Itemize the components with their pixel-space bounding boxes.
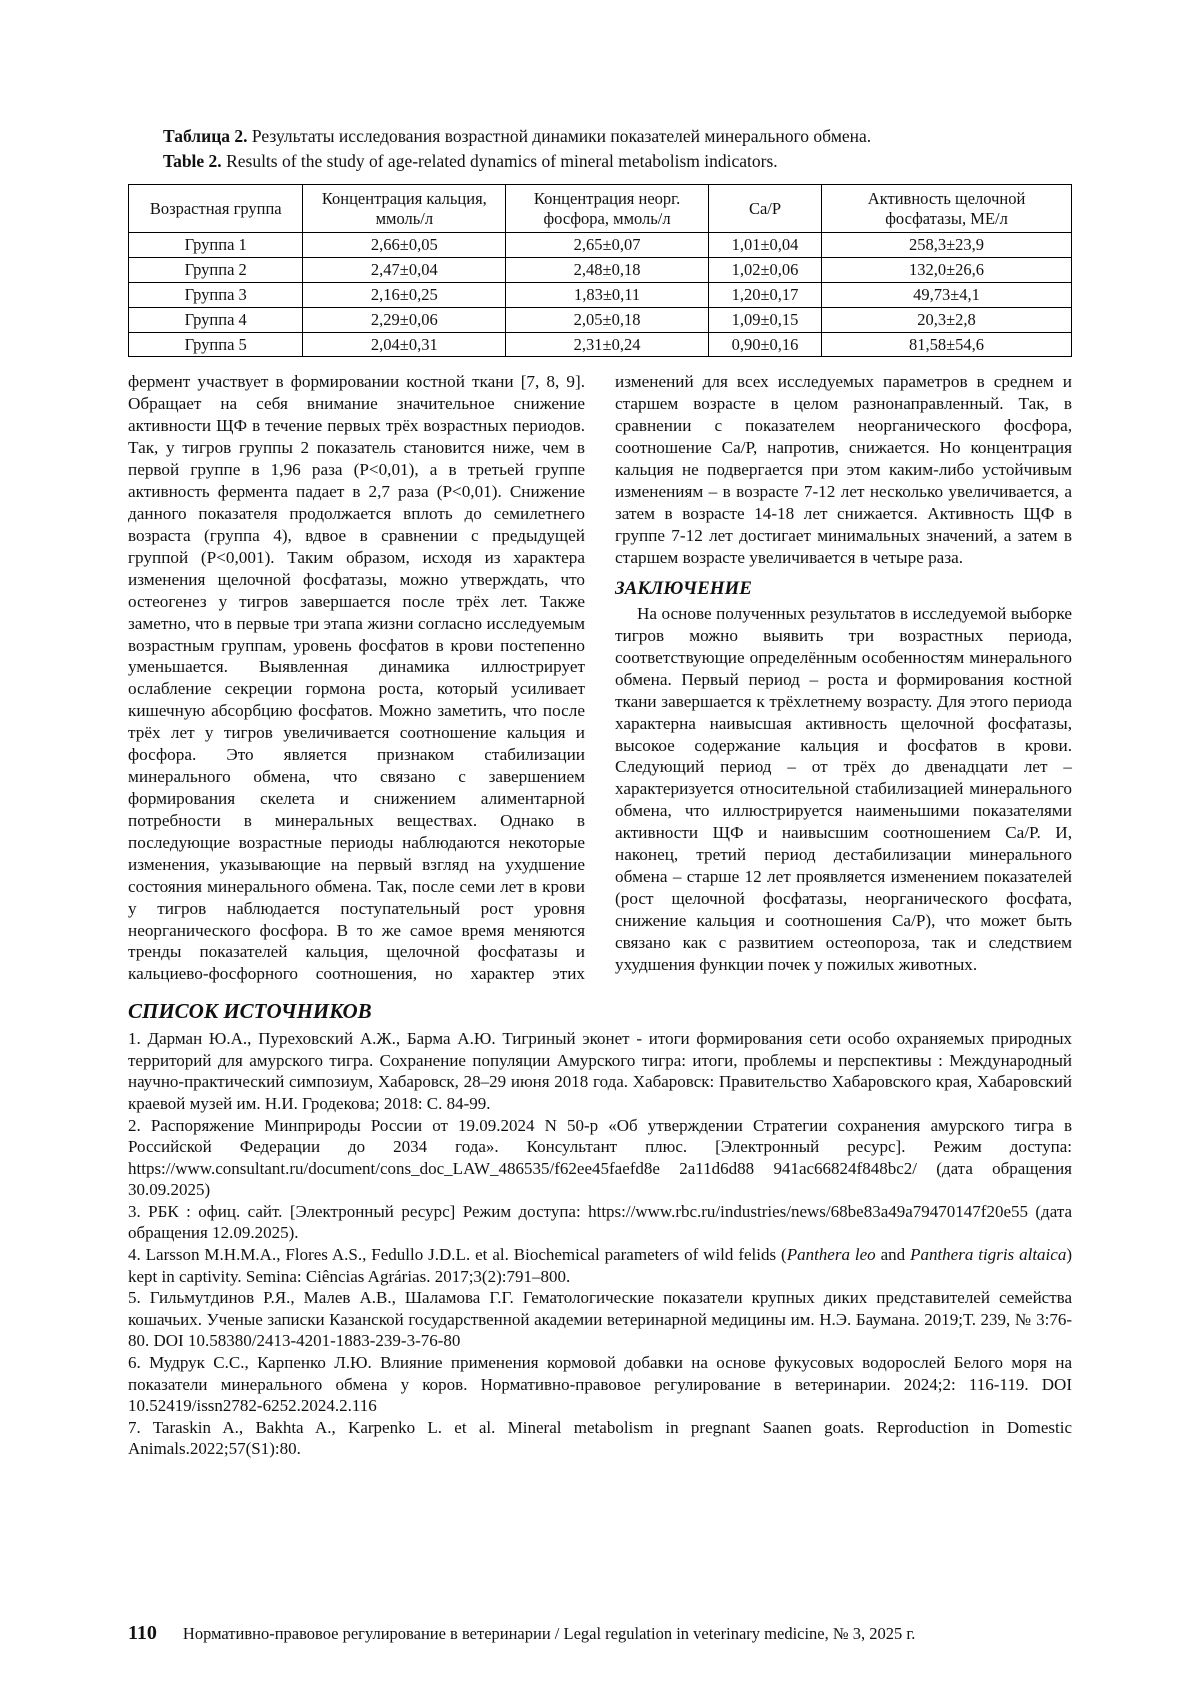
table-caption-en [163, 150, 1072, 173]
table-cell: 2,16±0,25 [303, 283, 506, 308]
table-row [129, 332, 1072, 357]
reference-species-name: Panthera leo [786, 1245, 876, 1265]
table-header-cell: Возрастная группа [129, 184, 303, 233]
table-cell: 2,66±0,05 [303, 233, 506, 258]
table-cell: 2,48±0,18 [506, 258, 709, 283]
table-cell: 1,02±0,06 [708, 258, 821, 283]
table-header-cell: Активность щелочной фосфатазы, МЕ/л [822, 184, 1072, 233]
references-list [128, 1028, 1072, 1460]
table-cell: 2,04±0,31 [303, 332, 506, 357]
table-row [129, 307, 1072, 332]
table-row [129, 233, 1072, 258]
table-cell: 2,65±0,07 [506, 233, 709, 258]
reference-item: 3. РБК : офиц. сайт. [Электронный ресурс] Режим доступа: https://www.rbc.ru/industries/news/68be83a49a79470147f20e55 (дата обращения 12.09.2025). [128, 1201, 1072, 1243]
table-header-cell: Ca/P [708, 184, 821, 233]
table-cell: 1,01±0,04 [708, 233, 821, 258]
table-cell: 20,3±2,8 [822, 307, 1072, 332]
references-heading: СПИСОК ИСТОЧНИКОВ [128, 999, 372, 1024]
reference-item: 6. Мудрук С.С., Карпенко Л.Ю. Влияние применения кормовой добавки на основе фукусовых водорослей Белого моря на показатели минерального обмена у коров. Нормативно-правовое регулирование в ветеринарии. 2024;2: 116-119. DOI 10.52419/issn2782-6252.2024.2.116 [128, 1352, 1072, 1416]
table-caption-ru [163, 125, 1072, 148]
table-cell: Группа 5 [129, 332, 303, 357]
reference-text: ) kept in captivity. Semina: Ciências Agrárias. 2017;3(2):791–800. [128, 1245, 1072, 1286]
table-cell: 81,58±54,6 [822, 332, 1072, 357]
reference-text: and [875, 1245, 911, 1265]
page-footer [128, 1622, 1072, 1645]
table-header-cell: Концентрация неорг. фосфора, ммоль/л [506, 184, 709, 233]
body-columns [128, 371, 1072, 985]
reference-item: 2. Распоряжение Минприроды России от 19.09.2024 N 50-р «Об утверждении Стратегии сохранения амурского тигра в Российской Федерации до 2034 года». Консультант плюс. [Электронный ресурс]. Режим доступа: https://www.consultant.ru/document/cons_doc_LAW_486535/f62ee45faefd8e 2a11d6d88 941ac66824f848bc2/ (дата обращения 30.09.2025) [128, 1115, 1072, 1200]
table-header-cell: Концентрация кальция, ммоль/л [303, 184, 506, 233]
reference-item: 7. Taraskin A., Bakhta A., Karpenko L. et al. Mineral metabolism in pregnant Saanen goats. Reproduction in Domestic Animals.2022;57(S1):80. [128, 1417, 1072, 1459]
table-header-row [129, 184, 1072, 233]
reference-text: 4. Larsson M.H.M.A., Flores A.S., Fedullo J.D.L. et al. Biochemical parameters of wild felids ( [128, 1245, 787, 1265]
table-cell: Группа 2 [129, 258, 303, 283]
table-cell: 1,20±0,17 [708, 283, 821, 308]
footer-journal-title: Нормативно-правовое регулирование в ветеринарии / Legal regulation in veterinary medicine, № 3, 2025 г. [182, 1624, 916, 1643]
page-number: 110 [128, 1622, 157, 1644]
table-caption-ru-label: Таблица 2. [163, 126, 248, 146]
table-cell: 49,73±4,1 [822, 283, 1072, 308]
body-paragraph: фермент участвует в формировании костной ткани [7, 8, 9]. Обращает на себя внимание значительное снижение активности ЩФ в течение первых трёх возрастных периодов. Так, у тигров группы 2 показатель становится ниже, чем в первой группе в 1,96 раза (Р<0,01), а в третьей группе активность фермента падает в 2,7 раза (Р<0,01). Снижение данного показателя продолжается вплоть до семилетнего возраста (группа 4), вдвое в сравнении с предыдущей группой (Р<0,001). Таким образом, исходя из характера изменения щелочной фосфатазы, можно утверждать, что остеогенез у тигров завершается после трёх лет. Также заметно, что в первые три этапа жизни согласно исследуемым возрастным группам, уровень фосфатов в крови постепенно уменьшается. Выявленная динамика иллюстрирует ослабление секреции гормона роста, который усиливает кишечную абсорбцию фосфатов. Можно заметить, что после трёх лет у тигров увеличивается соотношение кальция и фосфора. Это является признаком стабилизации минерального обмена, что связано с завершением формирования скелета и снижением алиментарной потребности в минеральных веществах. Однако в последующие возрастные периоды наблюдаются некоторые изменения, указывающие на первый взгляд на ухудшение состояния минерального обмена. Так, после семи лет в крови у тигров наблюдается поступательный рост уровня неорганического фосфора. В то же самое время меняются тренды показателей кальция, щелочной фосфатазы и кальциево-фосфорного соотношения, но характер этих изменений для всех исследуемых параметров в среднем и старшем возрасте в целом разнонаправленный. Так, в сравнении с показателем неорганического фосфора, соотношение Са/Р, напротив, снижается. Но концентрация кальция не подвергается при этом каким-либо устойчивым изменениям – в возрасте 7-12 лет несколько увеличивается, а затем в возрасте 14-18 лет снижается. Активность ЩФ в группе 7-12 лет достигает минимальных значений, а затем в старшем возрасте увеличивается в четыре раза. [128, 372, 1072, 984]
table-cell: 1,83±0,11 [506, 283, 709, 308]
table-caption-en-text: Results of the study of age-related dynamics of mineral metabolism indicators. [221, 151, 778, 172]
reference-item: 1. Дарман Ю.А., Пуреховский А.Ж., Барма А.Ю. Тигриный эконет - итоги формирования сети особо охраняемых природных территорий для амурского тигра. Сохранение популяции Амурского тигра: итоги, проблемы и перспективы : Международный научно-практический симпозиум, Хабаровск, 28–29 июня 2018 года. Хабаровск: Правительство Хабаровского края, Хабаровский краевой музей им. Н.И. Гродекова; 2018: С. 84-99. [128, 1029, 1072, 1113]
table-cell: 2,05±0,18 [506, 307, 709, 332]
table-cell: 2,29±0,06 [303, 307, 506, 332]
section-heading-conclusion: ЗАКЛЮЧЕНИЕ [615, 577, 752, 599]
table-caption-ru-text: Результаты исследования возрастной динамики показателей минерального обмена. [247, 126, 872, 146]
table-cell: 0,90±0,16 [708, 332, 821, 357]
mineral-metabolism-table [128, 184, 1072, 358]
table-cell: 2,47±0,04 [303, 258, 506, 283]
reference-item: 5. Гильмутдинов Р.Я., Малев А.В., Шаламова Г.Г. Гематологические показатели крупных диких представителей семейства кошачьих. Ученые записки Казанской государственной академии ветеринарной медицины им. Н.Э. Баумана. 2019;Т. 239, № 3:76-80. DOI 10.58380/2413-4201-1883-239-3-76-80 [128, 1288, 1072, 1351]
table-row [129, 283, 1072, 308]
table-cell: 258,3±23,9 [822, 233, 1072, 258]
conclusion-paragraph: На основе полученных результатов в исследуемой выборке тигров можно выявить три возрастных периода, соответствующие определённым особенностям минерального обмена. Первый период – роста и формирования костной ткани завершается к трёхлетнему возрасту. Для этого периода характерна наивысшая активность щелочной фосфатазы, высокое содержание кальция и фосфатов в крови. Следующий период – от трёх до двенадцати лет – характеризуется относительной стабилизацией минерального обмена, что иллюстрируется наименьшими показателями активности ЩФ и наивысшим соотношением Са/Р. И, наконец, третий период дестабилизации минерального обмена – старше 12 лет проявляется изменением показателей (рост щелочной фосфатазы, неорганического фосфата, снижение кальция и соотношения Са/Р), что может быть связано как с развитием остеопороза, так и следствием ухудшения функции почек у пожилых животных. [615, 603, 1072, 974]
table-cell: 1,09±0,15 [708, 307, 821, 332]
table-cell: 2,31±0,24 [506, 332, 709, 357]
table-row [129, 258, 1072, 283]
reference-item [128, 1244, 1072, 1287]
table-cell: Группа 1 [129, 233, 303, 258]
reference-species-name: Panthera tigris altaica [910, 1245, 1067, 1265]
table-cell: Группа 3 [129, 283, 303, 308]
table-caption-en-label: Table 2. [163, 151, 222, 172]
table-cell: 132,0±26,6 [822, 258, 1072, 283]
table-cell: Группа 4 [129, 307, 303, 332]
